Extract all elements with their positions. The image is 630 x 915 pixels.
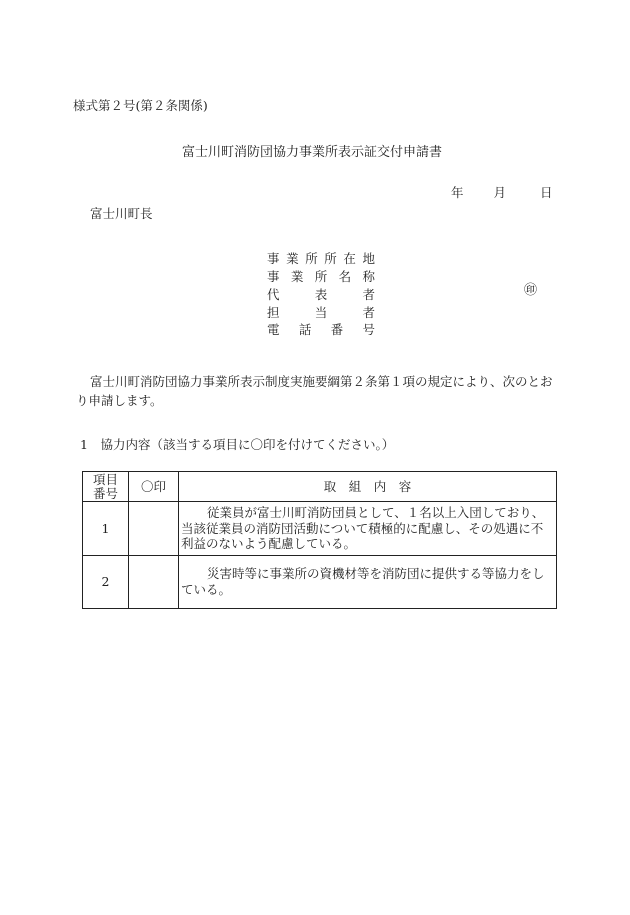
date-year: 年: [451, 185, 464, 200]
header-mark: 〇印: [129, 472, 179, 502]
row-number: 2: [83, 555, 129, 608]
date-day: 日: [540, 185, 553, 200]
header-content: 取 組 内 容: [179, 472, 557, 502]
document-title: 富士川町消防団協力事業所表示証交付申請書: [182, 145, 443, 160]
row-mark-cell[interactable]: [129, 502, 179, 556]
header-item-number: 項目 番号: [83, 472, 129, 502]
applicant-staff-label: 担 当 者: [267, 305, 375, 320]
seal-mark: ㊞: [524, 283, 538, 298]
row-mark-cell[interactable]: [129, 555, 179, 608]
date-line: [451, 187, 553, 200]
date-month: 月: [493, 185, 507, 200]
applicant-representative-label: 代 表 者: [267, 287, 375, 302]
row-content: 災害時等に事業所の資機材等を消防団に提供する等協力をしている。: [179, 555, 557, 608]
table-row: [83, 555, 557, 608]
row-content: 従業員が富士川町消防団員として、１名以上入団しており、当該従業員の消防団活動について積極的に配慮し、その処遇に不利益のないよう配慮している。: [179, 502, 557, 556]
applicant-name-label: 事 業 所 名 称: [267, 269, 375, 284]
cooperation-table: [82, 471, 557, 609]
section-heading: 1 協力内容（該当する項目に〇印を付けてください。）: [80, 437, 395, 452]
applicant-phone-label: 電 話 番 号: [267, 322, 375, 337]
application-statement: 富士川町消防団協力事業所表示制度実施要綱第２条第１項の規定により、次のとおり申請します。: [76, 374, 553, 408]
form-number: 様式第２号(第２条関係): [73, 98, 208, 113]
row-number: 1: [83, 502, 129, 556]
table-row: [83, 502, 557, 556]
recipient: 富士川町長: [90, 206, 153, 221]
applicant-address-label: 事 業 所 所 在 地: [267, 251, 375, 266]
table-header-row: [83, 472, 557, 502]
